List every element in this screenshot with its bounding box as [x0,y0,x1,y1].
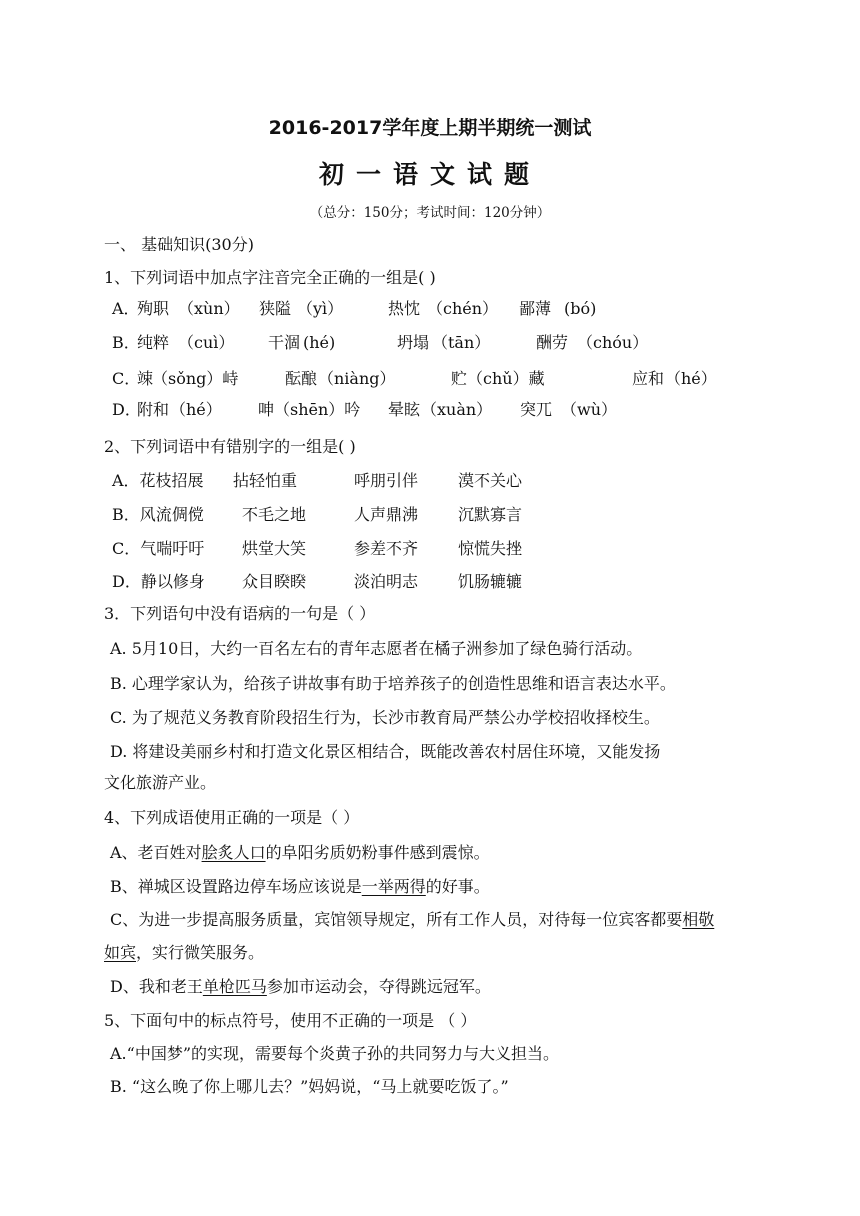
q5-option-b: B. “这么晚了你上哪儿去？”妈妈说，“马上就要吃饭了。” [110,1077,509,1096]
exam-subtitle: 初一语文试题 [318,160,541,189]
idiom-underlined: 单枪匹马 [202,977,267,996]
q4-option-d: D、我和老王单枪匹马参加市运动会，夺得跳远冠军。 [110,977,491,996]
q5-stem: 5、下面句中的标点符号，使用不正确的一项是 （ ） [104,1011,477,1030]
idiom-underlined: 一举两得 [361,877,426,896]
q1-stem: 1、下列词语中加点字注音完全正确的一组是( ) [104,268,436,287]
q2-stem: 2、下列词语中有错别字的一组是( ) [104,437,356,456]
exam-title: 2016-2017学年度上期半期统一测试 [268,117,592,139]
idiom-underlined: 脍炙人口 [201,843,266,862]
q3-option-d: D. 将建设美丽乡村和打造文化景区相结合，既能改善农村居住环境，又能发扬 [110,742,661,761]
q4-stem: 4、下列成语使用正确的一项是（ ） [104,808,360,827]
q3-option-a: A. 5月10日，大约一百名左右的青年志愿者在橘子洲参加了绿色骑行活动。 [110,639,643,658]
q4-option-b: B、禅城区设置路边停车场应该说是一举两得的好事。 [110,877,490,896]
exam-page: 2016-2017学年度上期半期统一测试 初一语文试题 （总分：150分；考试时间：120分钟） 一、 基础知识(30分) 1、下列词语中加点字注音完全正确的一组是( ) A． 殉职 （xùn） 狭隘 （yì） 热忱 （chén） 鄙薄 (bó) B． 纯粹 （cuì） 干涸 (hé) 坍塌 （tān） 酬劳 （chóu） C． 竦 （sǒng）峙 酝酿 （niàng） 贮 （chǔ）藏 应和 （hé） D． 附和 （hé） 呻 （shēn）吟 晕眩 （xuàn） 突兀 （wù） 2、下列词语中有错别字的一组是( ) A．花枝招展 拈轻怕重 呼朋引伴 漠不关心 B．风流倜傥 不毛之地 人声鼎沸 沉默寡言 C．气喘吁吁 烘堂大笑 参差不齐 惊慌失挫 D．静以修身 众目睽睽 淡泊明志 饥肠辘辘 3．下列语句中没有语病的一句是（ ） A. 5月10日，大约一百名左右的青年志愿者在橘子洲参加了绿色骑行活动。 B. 心理学家认为，给孩子讲故事有助于培养孩子的创造性思维和语言表达水平。 C. 为了规范义务教育阶段招生行为，长沙市教育局严禁公办学校招收择校生。 D. 将建设美丽乡村和打造文化景区相结合，既能改善农村居住环境，又能发扬 文化旅游产业。 4、下列成语使用正确的一项是（ ） A、老百姓对脍炙人口的阜阳劣质奶粉事件感到震惊。 B、禅城区设置路边停车场应该说是一举两得的好事。 C、为进一步提高服务质量，宾馆领导规定，所有工作人员，对待每一位宾客都要相敬 如宾，实行微笑服务。 D、我和老王单枪匹马参加市运动会，夺得跳远冠军。 5、下面句中的标点符号，使用不正确的一项是 （ ） A.“中国梦”的实现，需要每个炎黄子孙的共同努力与大义担当。 B. “这么晚了你上哪儿去？”妈妈说，“马上就要吃饭了。” [0,0,860,1216]
exam-note: （总分：150分；考试时间：120分钟） [309,205,551,221]
idiom-underlined: 相敬 [682,910,715,929]
section-heading: 一、 基础知识(30分) [104,235,254,254]
q3-option-d-continued: 文化旅游产业。 [104,773,217,792]
q5-option-a: A.“中国梦”的实现，需要每个炎黄子孙的共同努力与大义担当。 [110,1044,560,1063]
idiom-underlined: 如宾 [104,943,137,962]
q3-stem: 3．下列语句中没有语病的一句是（ ） [104,604,376,623]
q4-option-c: C、为进一步提高服务质量，宾馆领导规定，所有工作人员，对待每一位宾客都要相敬 [110,910,715,929]
q3-option-c: C. 为了规范义务教育阶段招生行为，长沙市教育局严禁公办学校招收择校生。 [110,708,660,727]
q3-option-b: B. 心理学家认为，给孩子讲故事有助于培养孩子的创造性思维和语言表达水平。 [110,674,676,693]
q4-option-c-continued: 如宾，实行微笑服务。 [104,943,265,962]
q4-option-a: A、老百姓对脍炙人口的阜阳劣质奶粉事件感到震惊。 [110,843,490,862]
